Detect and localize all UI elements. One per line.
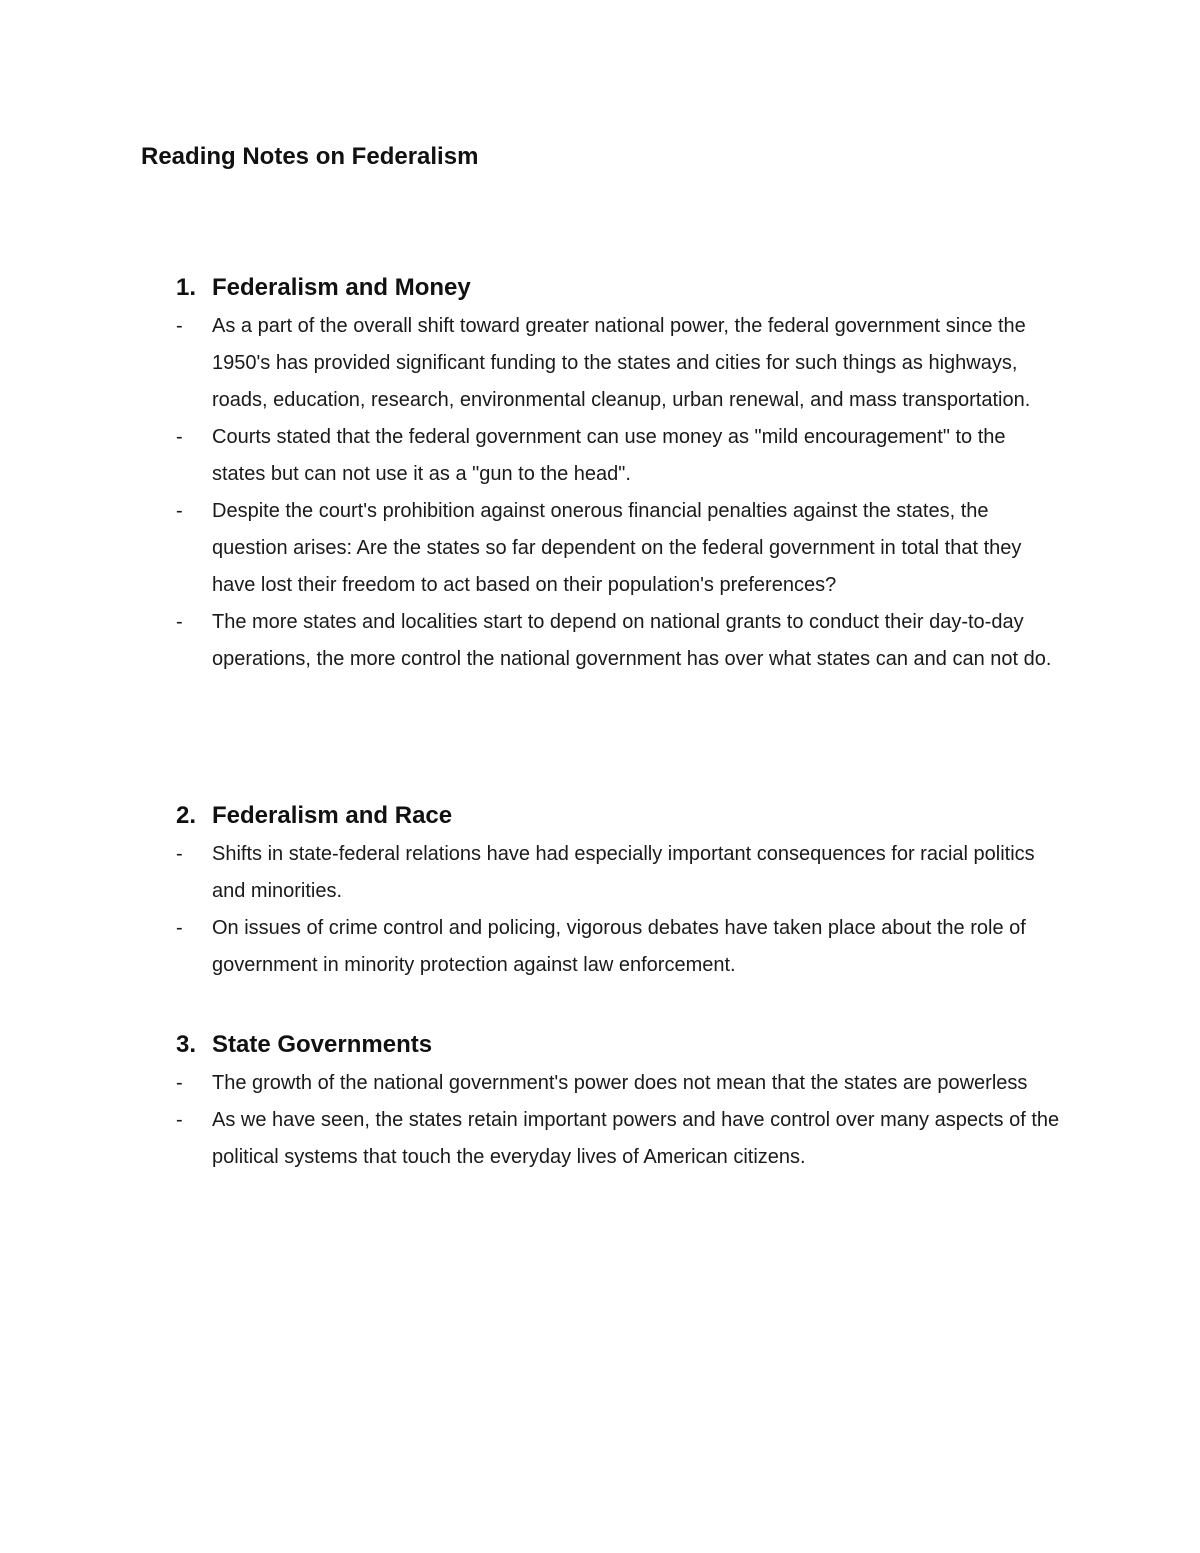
bullet-item (176, 836, 1062, 910)
bullet-item (176, 1102, 1062, 1176)
section-title: State Governments (212, 1031, 433, 1058)
bullet-list (176, 1065, 1076, 1176)
bullet-dash: - (176, 1072, 183, 1094)
section-heading (176, 1029, 1076, 1061)
bullet-list (176, 308, 1076, 678)
section-federalism-and-race (176, 800, 1076, 984)
bullet-item (176, 308, 1062, 419)
section-heading (176, 272, 1076, 304)
document-title: Reading Notes on Federalism (141, 143, 479, 170)
section-number: 1. (176, 274, 197, 301)
bullet-text: Courts stated that the federal government can use money as "mild encouragement" to the states but can not use it as a "gun to the head". (212, 426, 1006, 485)
bullet-dash: - (176, 917, 183, 939)
bullet-dash: - (176, 611, 183, 633)
section-state-governments (176, 1029, 1076, 1176)
bullet-text: On issues of crime control and policing, vigorous debates have taken place about the role of government in minority protection against law enforcement. (212, 917, 1026, 976)
bullet-text: Shifts in state-federal relations have had especially important consequences for racial politics and minorities. (212, 843, 1035, 902)
bullet-dash: - (176, 315, 183, 337)
section-federalism-and-money (176, 272, 1076, 678)
section-title: Federalism and Money (212, 274, 471, 301)
bullet-item (176, 493, 1062, 604)
bullet-dash: - (176, 843, 183, 865)
bullet-item (176, 419, 1062, 493)
bullet-item (176, 910, 1062, 984)
bullet-text: As we have seen, the states retain important powers and have control over many aspects of the political systems that touch the everyday lives of American citizens. (212, 1109, 1060, 1168)
section-title: Federalism and Race (212, 802, 453, 829)
section-number: 2. (176, 802, 197, 829)
bullet-dash: - (176, 1109, 183, 1131)
bullet-text: Despite the court's prohibition against onerous financial penalties against the states, the question arises: Are the states so far dependent on the federal government in total that they have lost their freedom to act based on their population's preferences? (212, 500, 1022, 596)
bullet-dash: - (176, 500, 183, 522)
bullet-text: The more states and localities start to depend on national grants to conduct their day-to-day operations, the more control the national government has over what states can and can not do. (212, 611, 1052, 670)
bullet-dash: - (176, 426, 183, 448)
bullet-text: As a part of the overall shift toward greater national power, the federal government since the 1950's has provided significant funding to the states and cities for such things as highways, roads, education, research, environmental cleanup, urban renewal, and mass transportation. (212, 315, 1031, 411)
bullet-list (176, 836, 1076, 984)
bullet-item (176, 1065, 1062, 1102)
bullet-item (176, 604, 1062, 678)
section-number: 3. (176, 1031, 197, 1058)
bullet-text: The growth of the national government's power does not mean that the states are powerless (212, 1072, 1028, 1094)
section-heading (176, 800, 1076, 832)
